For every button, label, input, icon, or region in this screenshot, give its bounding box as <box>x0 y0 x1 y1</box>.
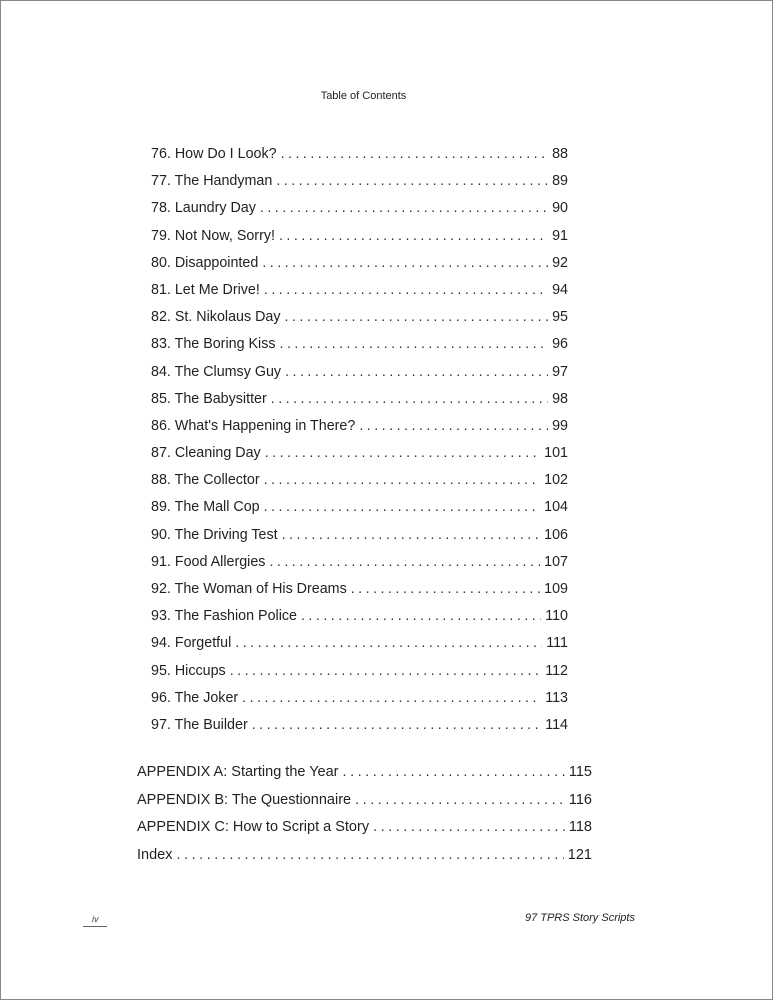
entry-title: 91. Food Allergies <box>151 553 266 570</box>
entry-page: 107 <box>544 553 568 570</box>
toc-entry <box>151 635 568 662</box>
entry-title: 95. Hiccups <box>151 662 226 679</box>
entry-page: 111 <box>546 635 568 652</box>
entry-page: 94 <box>552 281 568 298</box>
dot-leader <box>373 819 565 835</box>
dot-leader <box>264 499 541 515</box>
entry-page: 113 <box>545 689 568 706</box>
toc-entry <box>151 200 568 227</box>
entry-title: 77. The Handyman <box>151 173 273 190</box>
dot-leader <box>359 418 548 434</box>
dot-leader <box>301 608 541 624</box>
entry-page: 99 <box>552 417 568 434</box>
entry-title: 83. The Boring Kiss <box>151 336 276 353</box>
dot-leader <box>355 792 565 808</box>
dot-leader <box>264 472 541 488</box>
toc-entry <box>151 663 568 690</box>
toc-entry <box>137 792 592 820</box>
toc-entry <box>137 764 592 792</box>
toc-entry <box>151 445 568 472</box>
entry-title: 97. The Builder <box>151 716 248 733</box>
entry-title: 79. Not Now, Sorry! <box>151 227 275 244</box>
toc-entry <box>151 146 568 173</box>
entry-page: 95 <box>552 309 568 326</box>
dot-leader <box>242 690 541 706</box>
dot-leader <box>176 847 563 863</box>
dot-leader <box>276 173 548 189</box>
entry-title: 81. Let Me Drive! <box>151 281 260 298</box>
footer-rule <box>83 926 107 927</box>
entry-page: 104 <box>544 499 568 516</box>
entry-title: APPENDIX C: How to Script a Story <box>137 819 370 835</box>
toc-entry <box>151 228 568 255</box>
toc-entry <box>137 847 592 875</box>
toc-entry <box>151 173 568 200</box>
entry-title: 82. St. Nikolaus Day <box>151 309 281 326</box>
entry-page: 110 <box>545 608 568 625</box>
dot-leader <box>252 717 542 733</box>
toc-entry <box>151 336 568 363</box>
entry-page: 102 <box>544 472 568 489</box>
entry-title: APPENDIX A: Starting the Year <box>137 764 339 780</box>
entry-page: 114 <box>545 716 568 733</box>
dot-leader <box>343 764 565 780</box>
toc-list <box>151 146 568 744</box>
entry-title: 84. The Clumsy Guy <box>151 363 282 380</box>
entry-page: 116 <box>568 791 592 808</box>
entry-page: 98 <box>552 390 568 407</box>
entry-page: 121 <box>567 846 592 863</box>
entry-title: 93. The Fashion Police <box>151 608 297 625</box>
toc-entry <box>151 309 568 336</box>
toc-entry <box>151 690 568 717</box>
toc-entry <box>151 717 568 744</box>
dot-leader <box>230 663 542 679</box>
entry-page: 118 <box>568 819 592 835</box>
dot-leader <box>265 445 540 461</box>
toc-entry <box>151 255 568 282</box>
page-number: iv <box>92 914 99 924</box>
toc-entry <box>151 527 568 554</box>
entry-title: 92. The Woman of His Dreams <box>151 581 347 597</box>
entry-page: 96 <box>552 336 568 353</box>
toc-entry <box>137 819 592 847</box>
dot-leader <box>285 364 548 380</box>
dot-leader <box>279 228 548 244</box>
dot-leader <box>262 255 548 271</box>
entry-title: 87. Cleaning Day <box>151 445 261 462</box>
dot-leader <box>269 554 540 570</box>
dot-leader <box>264 282 548 298</box>
entry-title: 76. How Do I Look? <box>151 146 277 162</box>
running-header: Table of Contents <box>320 90 407 102</box>
entry-page: 106 <box>544 526 568 543</box>
entry-title: APPENDIX B: The Questionnaire <box>137 791 352 808</box>
toc-entry <box>151 554 568 581</box>
entry-title: 88. The Collector <box>151 472 260 489</box>
entry-page: 112 <box>545 662 568 679</box>
dot-leader <box>282 527 541 543</box>
toc-entry <box>151 364 568 391</box>
toc-entry <box>151 391 568 418</box>
toc-entry <box>151 418 568 445</box>
entry-title: 80. Disappointed <box>151 254 259 271</box>
entry-title: 90. The Driving Test <box>151 526 278 543</box>
entry-page: 97 <box>552 363 568 380</box>
appendix-list <box>137 764 592 874</box>
entry-title: 89. The Mall Cop <box>151 499 260 516</box>
dot-leader <box>285 309 549 325</box>
dot-leader <box>260 200 548 216</box>
entry-page: 109 <box>544 581 568 597</box>
footer-book-title: 97 TPRS Story Scripts <box>524 912 635 924</box>
toc-entry <box>151 608 568 635</box>
dot-leader <box>271 391 548 407</box>
dot-leader <box>281 146 549 162</box>
entry-title: 85. The Babysitter <box>151 390 267 407</box>
entry-title: 78. Laundry Day <box>151 200 256 217</box>
entry-page: 92 <box>552 254 568 271</box>
entry-title: 94. Forgetful <box>151 635 232 652</box>
toc-entry <box>151 472 568 499</box>
entry-page: 88 <box>552 146 568 162</box>
entry-page: 115 <box>568 764 592 780</box>
toc-entry <box>151 499 568 526</box>
entry-page: 101 <box>544 445 568 462</box>
toc-entry <box>151 282 568 309</box>
entry-page: 91 <box>552 227 568 244</box>
entry-title: Index <box>137 846 173 863</box>
toc-entry <box>151 581 568 608</box>
dot-leader <box>280 336 549 352</box>
entry-page: 90 <box>552 200 568 217</box>
entry-title: 96. The Joker <box>151 689 239 706</box>
entry-page: 89 <box>552 173 568 190</box>
dot-leader <box>235 635 542 651</box>
dot-leader <box>351 581 540 597</box>
entry-title: 86. What's Happening in There? <box>151 417 356 434</box>
